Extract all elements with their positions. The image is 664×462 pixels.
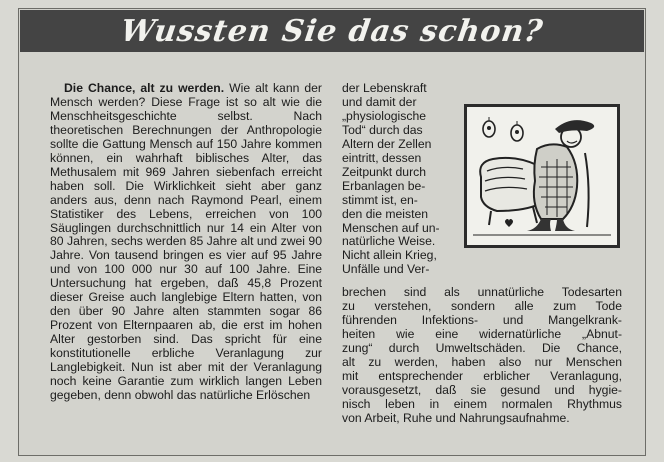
article-line: zu verstehen, sondern alle zum Tode — [342, 298, 622, 313]
article-line: heiten wie eine widernatürliche „Abnut- — [342, 326, 622, 341]
article-line: brechen sind als unnatürliche Todesarten — [342, 285, 622, 299]
title-bar — [20, 10, 644, 52]
article-line: eintritt, dessen — [342, 150, 422, 165]
article-wide-column — [342, 286, 622, 426]
article-left-column — [50, 82, 322, 403]
article-line: „physiologische — [342, 108, 427, 123]
article-line: vorausgesetzt, daß sie gesund und hygie- — [342, 382, 622, 397]
article-line: den die meisten — [342, 206, 429, 221]
article-line: führenden Infektions- und Mangelkrank- — [342, 312, 622, 327]
article-line: von Arbeit, Ruhe und Nahrungsaufnahme. — [342, 410, 570, 425]
article-lead: Die Chance, alt zu werden. — [64, 81, 225, 95]
illustration-old-woman-in-armchair — [464, 104, 620, 248]
article-line: Unfälle und Ver- — [342, 262, 430, 277]
article-line: natürliche Weise. — [342, 234, 436, 249]
article-line: Menschen auf un- — [342, 220, 440, 235]
article-line: Altern der Zellen — [342, 136, 432, 151]
page-title: Wussten Sie das schon? — [118, 13, 546, 49]
old-woman-drawing-icon — [467, 107, 617, 245]
article-paragraph — [50, 82, 322, 403]
article-line: zung“ durch Umweltschäden. Die Chance, — [342, 340, 622, 355]
article-line: und damit der — [342, 94, 417, 109]
article-line: der Lebenskraft — [342, 81, 427, 95]
article-line: mit entsprechender erblicher Veranlagung, — [342, 368, 622, 383]
article-middle-column — [342, 82, 454, 277]
article-left-text: Wie alt kann der Mensch werden? Diese Frage ist so alt wie die Menschheitsgeschichte selbst. Nach theoretischen Berechnungen der Anthropologie sollte die Gattung Mensch auf 150 Jahre kommen können, ein wahrhaft biblisches Alter, das Methusalem mit 969 Jahren siebenfach erreicht haben soll. Die Wirklichkeit sieht aber ganz anders aus, denn nach Raymond Pearl, einem Statistiker des Lebens, erreichen von 100 Säuglingen durchschnittlich nur 14 ein Alter von 80 Jahren, sechs werden 85 Jahre alt und zwei 90 Jahre. Von tausend bringen es vier auf 95 Jahre und von 100 000 nur 30 auf 100 Jahre. Eine Untersuchung hat ergeben, daß 45,8 Prozent dieser Greise auch langlebige Eltern hatten, von den über 90 Jahre alten stammten sogar 86 Prozent von Elternpaaren ab, die erst im hohen Alter gestorben sind. Das spricht für eine konstitutionelle erbliche Veranlagung zur Langlebigkeit. Nun ist aber mit der Veranlagung noch keine Garantie zum wirklich langen Leben gegeben, denn obwohl das natürliche Erlöschen — [50, 81, 322, 402]
article-line: Erbanlagen be- — [342, 178, 426, 193]
article-line: Nicht allein Krieg, — [342, 248, 437, 263]
article-line: stimmt ist, en- — [342, 192, 418, 207]
article-line: nisch leben in einem normalen Rhythmus — [342, 396, 622, 411]
article-line: alt zu werden, haben also nur Menschen — [342, 354, 622, 369]
article-line: Tod“ durch das — [342, 122, 423, 137]
article-line: Zeitpunkt durch — [342, 164, 427, 179]
